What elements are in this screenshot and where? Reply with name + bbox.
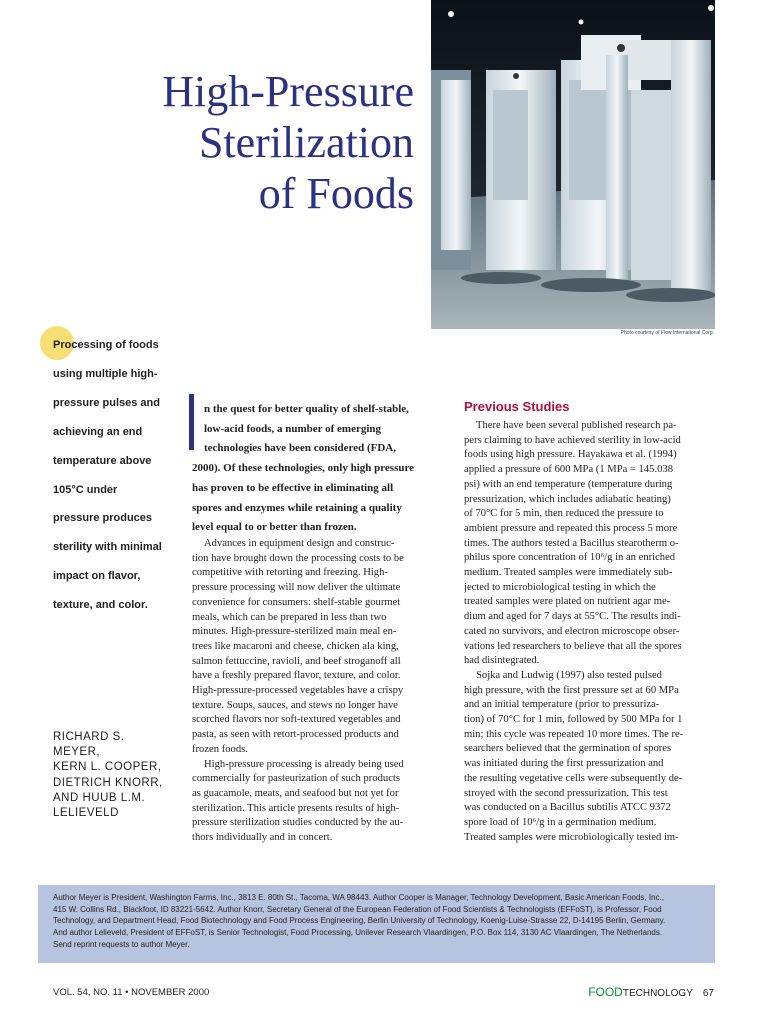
body-line: pers claiming to have achieved sterility in low-acid	[464, 434, 681, 446]
author-line: LELIEVELD	[53, 807, 119, 820]
body-line: Sojka and Ludwig (1997) also tested pulsed	[476, 669, 662, 681]
body-line: tion have brought down the processing costs to be	[192, 552, 404, 564]
body-line: times. The authors tested a Bacillus stearotherm o-	[464, 537, 679, 549]
body-line: medium. Treated samples were immediately sub-	[464, 567, 673, 579]
deck-line: 105°C under	[53, 483, 118, 496]
body-line: thors individually and in concert.	[192, 832, 333, 844]
issue-info: VOL. 54, NO. 11 • NOVEMBER 2000	[53, 987, 210, 998]
body-line: pressurization, which includes adiabatic heating)	[464, 493, 671, 505]
author-info-line: Technology, and Department Head, Food Biotechnology and Food Process Engineering, Berlin University of Technology, Koenig-Luise-Strasse 22, D-14195 Berlin, Germany.	[53, 916, 666, 926]
body-line: high pressure, with the first pressure set at 60 MPa	[464, 684, 679, 696]
page-number: 67	[702, 988, 714, 999]
body-line: vations led researchers to believe that all the spores	[464, 640, 682, 652]
body-line: pressure sterilization studies conducted by the au-	[192, 817, 404, 829]
body-line: jected to microbiological testing in which the	[464, 581, 656, 593]
body-line: was initiated during the first pressurization and	[464, 758, 664, 770]
body-line: Treated samples were microbiologically tested im-	[464, 831, 679, 843]
body-line: salmon fettuccine, ravioli, and beef stroganoff all	[192, 655, 401, 667]
body-line: Advances in equipment design and construc-	[204, 538, 395, 549]
lead-line: 2000). Of these technologies, only high pressure	[192, 462, 415, 475]
journal-footer	[588, 985, 714, 999]
photo-credit: Photo courtesy of Flow International Corp.	[620, 330, 714, 336]
body-line: psi) with an end temperature (temperature during	[464, 478, 673, 490]
body-line: was conducted on a Bacillus subtilis ATCC 9372	[464, 802, 671, 814]
body-line: sterilization. This article presents results of high-	[192, 802, 400, 814]
body-line: pressure processing will now deliver the ultimate	[192, 582, 401, 594]
lead-line: level equal to or better than frozen.	[192, 521, 357, 534]
body-line: There have been several published research pa-	[476, 420, 677, 431]
deck-line: Processing of foods	[53, 339, 159, 351]
equipment-photo-illustration	[431, 0, 715, 329]
body-line: ambient pressure and repeated this process 5 more	[464, 522, 678, 534]
body-line: texture. Soups, sauces, and stews no longer have	[192, 699, 398, 711]
body-line: treated samples were plated on nutrient agar me-	[464, 596, 671, 608]
deck-line: pressure produces	[53, 512, 153, 525]
author-info-text	[53, 892, 711, 951]
deck-line: impact on flavor,	[53, 570, 141, 583]
body-line: frozen foods.	[192, 743, 248, 755]
section-heading-previous-studies: Previous Studies	[464, 399, 570, 414]
body-line: competitive with retorting and freezing. High-	[192, 567, 388, 579]
deck-line: temperature above	[53, 454, 152, 467]
body-line: minutes. High-pressure-sterilized main meal en-	[192, 626, 397, 638]
body-line: pasta, as seen with retort-processed products and	[192, 729, 399, 741]
deck-line: sterility with minimal	[53, 541, 162, 554]
lead-line: technologies have been considered (FDA,	[204, 442, 396, 455]
body-line: scorched flavors nor soft-textured vegetables and	[192, 714, 401, 726]
body-line: trees like macaroni and cheese, chicken ala king,	[192, 640, 399, 652]
body-line: of 70°C for 5 min, then reduced the pressure to	[464, 508, 664, 520]
body-line: High-pressure processing is already being used	[204, 758, 404, 770]
body-line: cated no survivors, and electron microscope obser-	[464, 625, 680, 637]
title-line-3: of Foods	[258, 169, 414, 218]
body-line: stroyed with the second pressurization. This test	[464, 787, 668, 799]
body-line: had disintegrated.	[464, 655, 540, 667]
title-line-1: High-Pressure	[162, 67, 414, 116]
body-line: searchers believed that the germination of spores	[464, 743, 672, 755]
previous-studies-body	[464, 419, 716, 845]
lead-line: low-acid foods, a number of emerging	[204, 422, 382, 435]
author-line: RICHARD S.	[53, 731, 125, 743]
body-line: convenience for consumers: shelf-stable gourmet	[192, 596, 401, 608]
body-line: foods using high pressure. Hayakawa et al. (1994)	[464, 449, 677, 461]
lead-line: spores and enzymes while retaining a quality	[192, 501, 402, 514]
body-line: High-pressure-processed vegetables have a crispy	[192, 685, 404, 697]
body-line: have a freshly prepared flavor, texture, and color.	[192, 670, 401, 682]
author-line: DIETRICH KNORR,	[53, 776, 163, 789]
article-deck	[53, 331, 178, 620]
title-line-2: Sterilization	[198, 118, 414, 167]
deck-line: using multiple high-	[53, 367, 158, 380]
article-title	[84, 66, 414, 219]
body-line: and an initial temperature (prior to pressuriza-	[464, 699, 660, 711]
brand-technology: TECHNOLOGY	[622, 988, 693, 999]
body-line: as guacamole, meats, and seafood but not yet for	[192, 787, 399, 799]
body-line: tion) of 70°C for 1 min, followed by 500 MPa for 1	[464, 714, 683, 726]
lead-line: has proven to be effective in eliminating all	[192, 481, 394, 494]
body-line: meals, which can be prepared in less than two	[192, 611, 387, 623]
lead-paragraph	[192, 400, 444, 538]
author-info-line: And author Lelieveld, President of EFFoST, is Senior Technologist, Food Processing, Unilever Research Vlaardingen, P.O. Box 114, 3130 AC Vlaardingen, The Netherlands.	[53, 928, 663, 938]
deck-line: achieving an end	[53, 425, 143, 438]
author-line: KERN L. COOPER,	[53, 761, 162, 774]
author-info-line: 415 W. Collins Rd., Blackfoot, ID 83221-5642. Author Knorr, Secretary General of the European Federation of Food Scientists & Technologists (EFFoST), is Professor, Food	[53, 904, 662, 914]
body-line: spore load of 10⁶/g in a germination medium.	[464, 816, 657, 828]
body-line: applied a pressure of 600 MPa (1 MPa = 145.038	[464, 464, 673, 476]
author-line: AND HUUB L.M.	[53, 791, 146, 804]
intro-body	[192, 537, 444, 846]
body-line: dium and aged for 7 days at 55°C. The results indi-	[464, 611, 681, 623]
body-line: commercially for pasteurization of such products	[192, 773, 400, 785]
body-line: the resulting vegetative cells were subsequently de-	[464, 772, 683, 784]
deck-line: texture, and color.	[53, 599, 148, 612]
deck-line: pressure pulses and	[53, 396, 160, 409]
author-info-line: Send reprint requests to author Meyer.	[53, 939, 190, 949]
equipment-photo	[431, 0, 715, 329]
author-info-line: Author Meyer is President, Washington Farms, Inc., 3813 E. 80th St., Tacoma, WA 98443. Author Cooper is Manager, Technology Development, Basic American Foods, Inc.,	[53, 893, 664, 902]
author-line: MEYER,	[53, 746, 101, 759]
body-line: min; this cycle was repeated 10 more times. The re-	[464, 728, 684, 740]
brand-food: FOOD	[588, 985, 623, 999]
body-line: philus spore concentration of 10⁶/g in an enriched	[464, 552, 676, 564]
lead-line: n the quest for better quality of shelf-stable,	[204, 403, 409, 415]
author-byline	[53, 730, 183, 821]
